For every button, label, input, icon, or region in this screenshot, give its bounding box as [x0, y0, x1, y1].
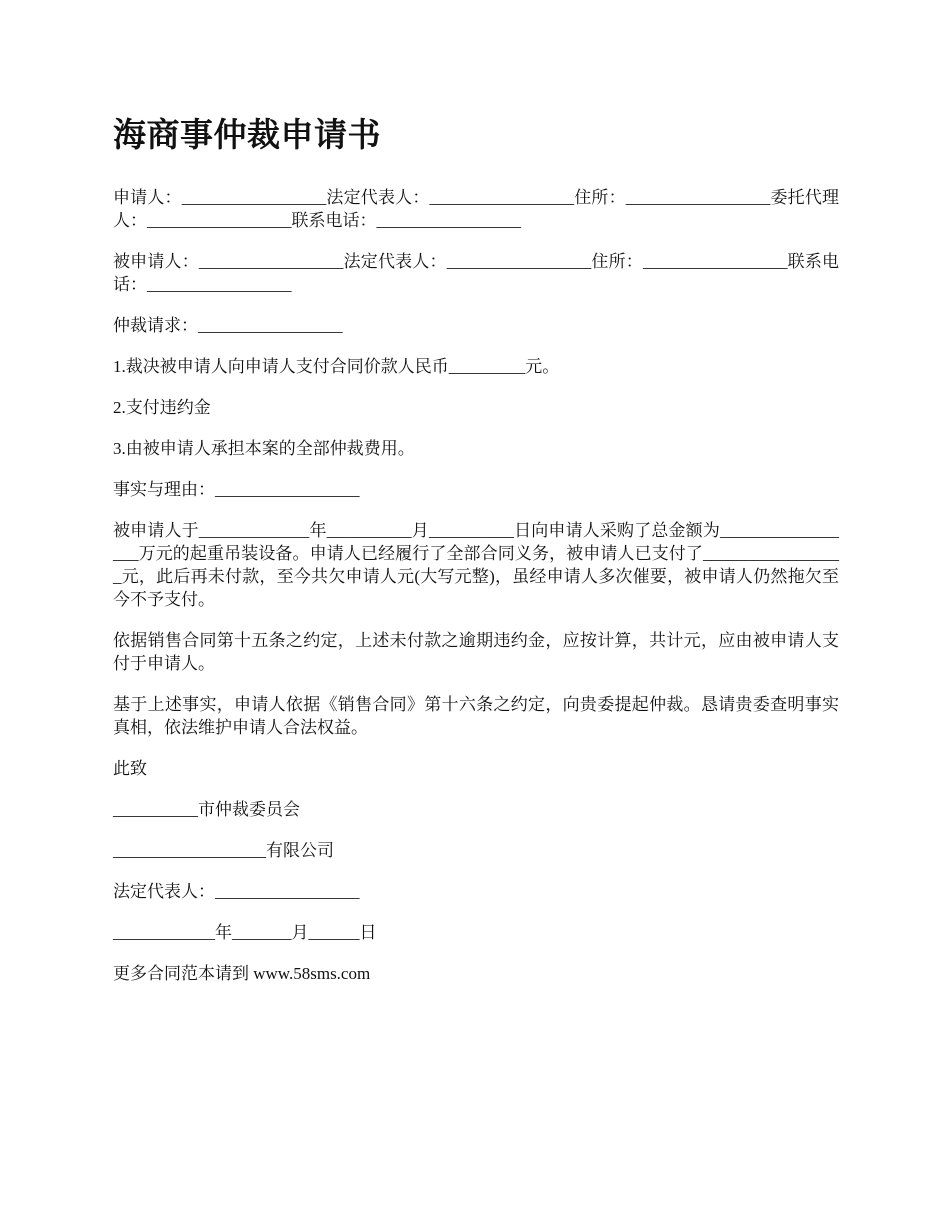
- facts-paragraph-2: 依据销售合同第十五条之约定，上述未付款之逾期违约金，应按计算，共计元，应由被申请人支付于申请人。: [113, 631, 839, 673]
- footer-note: 更多合同范本请到 www.58sms.com: [113, 964, 371, 983]
- respondent-info: 被申请人：_________________法定代表人：_________________住所：_________________联系电话：_________________: [113, 252, 839, 294]
- document-title: 海商事仲裁申请书: [113, 118, 381, 154]
- claim-item-2: 2.支付违约金: [113, 398, 211, 417]
- claim-item-3: 3.由被申请人承担本案的全部仲裁费用。: [113, 439, 415, 458]
- signature-date: ____________年_______月______日: [113, 923, 377, 942]
- facts-paragraph-1: 被申请人于_____________年__________月__________日向申请人采购了总金额为_________________万元的起重吊装设备。申请人已经履行了全部合同义务，被申请人已支付了_________________元，此后再未付款，至今共欠申请人元(大写元整)，虽经申请人多次催要，被申请人仍然拖欠至今不予支付。: [113, 521, 839, 609]
- claims-heading: 仲裁请求：_________________: [113, 316, 343, 335]
- applicant-info: 申请人：_________________法定代表人：_________________住所：_________________委托代理人：_________________联系电话：_________________: [113, 188, 839, 230]
- arbitration-commission: __________市仲裁委员会: [113, 800, 300, 819]
- claim-item-1: 1.裁决被申请人向申请人支付合同价款人民币_________元。: [113, 357, 560, 376]
- facts-paragraph-3: 基于上述事实，申请人依据《销售合同》第十六条之约定，向贵委提起仲裁。恳请贵委查明事实真相，依法维护申请人合法权益。: [113, 695, 839, 737]
- company-name: __________________有限公司: [113, 841, 334, 860]
- facts-heading: 事实与理由：_________________: [113, 480, 360, 499]
- closing-salutation: 此致: [113, 759, 147, 778]
- legal-representative: 法定代表人：_________________: [113, 882, 360, 901]
- document-page: [113, 112, 839, 1003]
